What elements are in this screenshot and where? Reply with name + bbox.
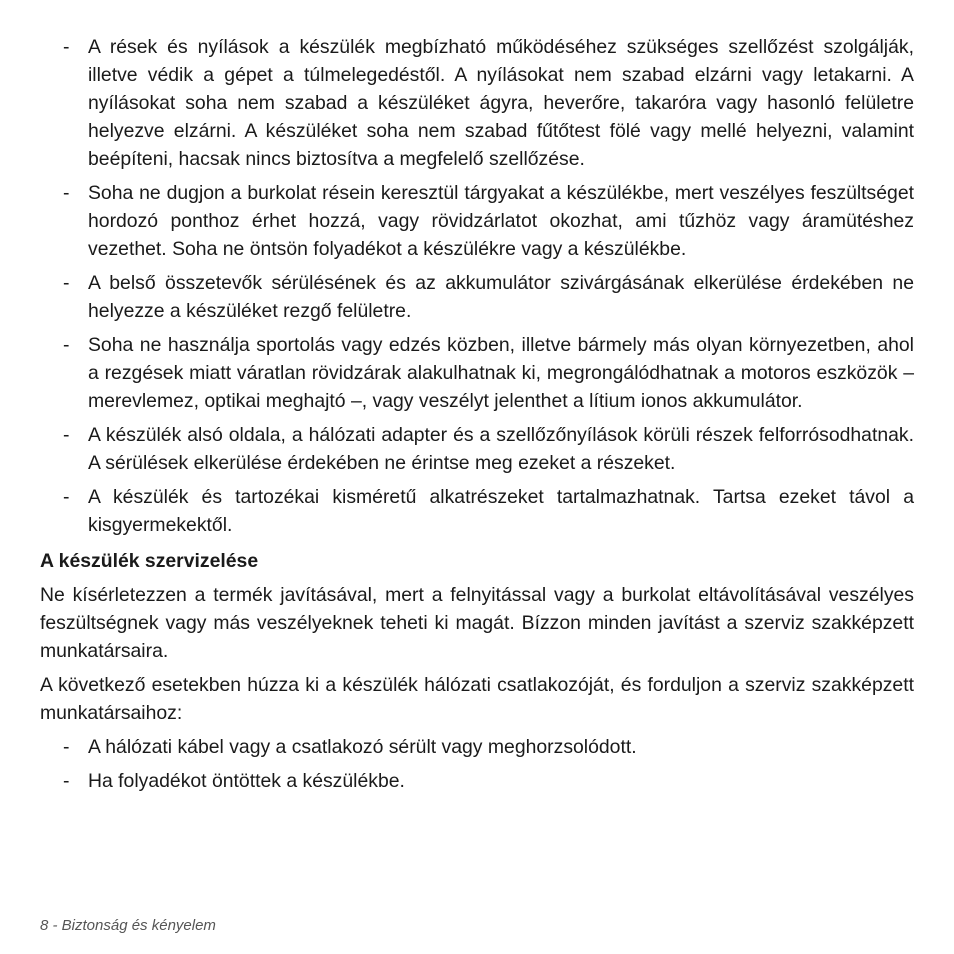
list-item-text: A hálózati kábel vagy a csatlakozó sérült vagy meghorzsolódott. bbox=[88, 736, 637, 758]
list-item bbox=[40, 733, 914, 761]
section-heading: A készülék szervizelése bbox=[40, 550, 259, 572]
bullet-dash: - bbox=[63, 736, 70, 758]
list-item bbox=[40, 331, 914, 415]
list-item-text: A rések és nyílások a készülék megbízható működéséhez szükséges szellőzést szolgálják, illetve védik a gépet a túlmelegedéstől. A nyílásokat nem szabad elzárni vagy letakarni. A nyílásokat soha nem szabad a készüléket ágyra, heverőre, takaróra vagy hasonló felületre helyezve elzárni. A készüléket soha nem szabad fűtőtest fölé vagy mellé helyezni, valamint beépíteni, hacsak nincs biztosítva a megfelelő szellőzése. bbox=[88, 36, 914, 170]
safety-bullet-list bbox=[40, 33, 914, 539]
list-item bbox=[40, 421, 914, 477]
list-item bbox=[40, 179, 914, 263]
unplug-paragraph: A következő esetekben húzza ki a készülék hálózati csatlakozóját, és forduljon a szerviz szakképzett munkatársaihoz: bbox=[40, 674, 914, 724]
bullet-dash: - bbox=[63, 272, 70, 294]
bullet-dash: - bbox=[63, 334, 70, 356]
service-conditions-list bbox=[40, 733, 914, 795]
list-item-text: A készülék alsó oldala, a hálózati adapter és a szellőzőnyílások körüli részek felforrósodhatnak. A sérülések elkerülése érdekében ne érintse meg ezeket a részeket. bbox=[88, 424, 914, 474]
list-item-text: A belső összetevők sérülésének és az akkumulátor szivárgásának elkerülése érdekében ne helyezze a készüléket rezgő felületre. bbox=[88, 272, 914, 322]
bullet-dash: - bbox=[63, 182, 70, 204]
list-item bbox=[40, 767, 914, 795]
list-item-text: Soha ne használja sportolás vagy edzés közben, illetve bármely más olyan környezetben, ahol a rezgések miatt váratlan rövidzárak alakulhatnak ki, megrongálódhatnak a motoros eszközök – merevlemez, optikai meghajtó –, vagy veszélyt jelenthet a lítium ionos akkumulátor. bbox=[88, 334, 914, 412]
list-item-text: Soha ne dugjon a burkolat résein keresztül tárgyakat a készülékbe, mert veszélyes feszültséget hordozó ponthoz érhet hozzá, vagy rövidzárlatot okozhat, ami tűzhöz vagy áramütéshez vezethet. Soha ne öntsön folyadékot a készülékre vagy a készülékbe. bbox=[88, 182, 914, 260]
service-paragraph: Ne kísérletezzen a termék javításával, mert a felnyitással vagy a burkolat eltávolításával veszélyes feszültségnek vagy más veszélyeknek teheti ki magát. Bízzon minden javítást a szerviz szakképzett munkatársaira. bbox=[40, 584, 914, 662]
list-item-text: Ha folyadékot öntöttek a készülékbe. bbox=[88, 770, 405, 792]
bullet-dash: - bbox=[63, 486, 70, 508]
document-page bbox=[40, 33, 914, 801]
page-footer: 8 - Biztonság és kényelem bbox=[40, 917, 216, 934]
bullet-dash: - bbox=[63, 36, 70, 58]
bullet-dash: - bbox=[63, 424, 70, 446]
list-item bbox=[40, 269, 914, 325]
list-item bbox=[40, 33, 914, 173]
list-item-text: A készülék és tartozékai kisméretű alkatrészeket tartalmazhatnak. Tartsa ezeket távol a kisgyermekektől. bbox=[88, 486, 914, 536]
bullet-dash: - bbox=[63, 770, 70, 792]
list-item bbox=[40, 483, 914, 539]
